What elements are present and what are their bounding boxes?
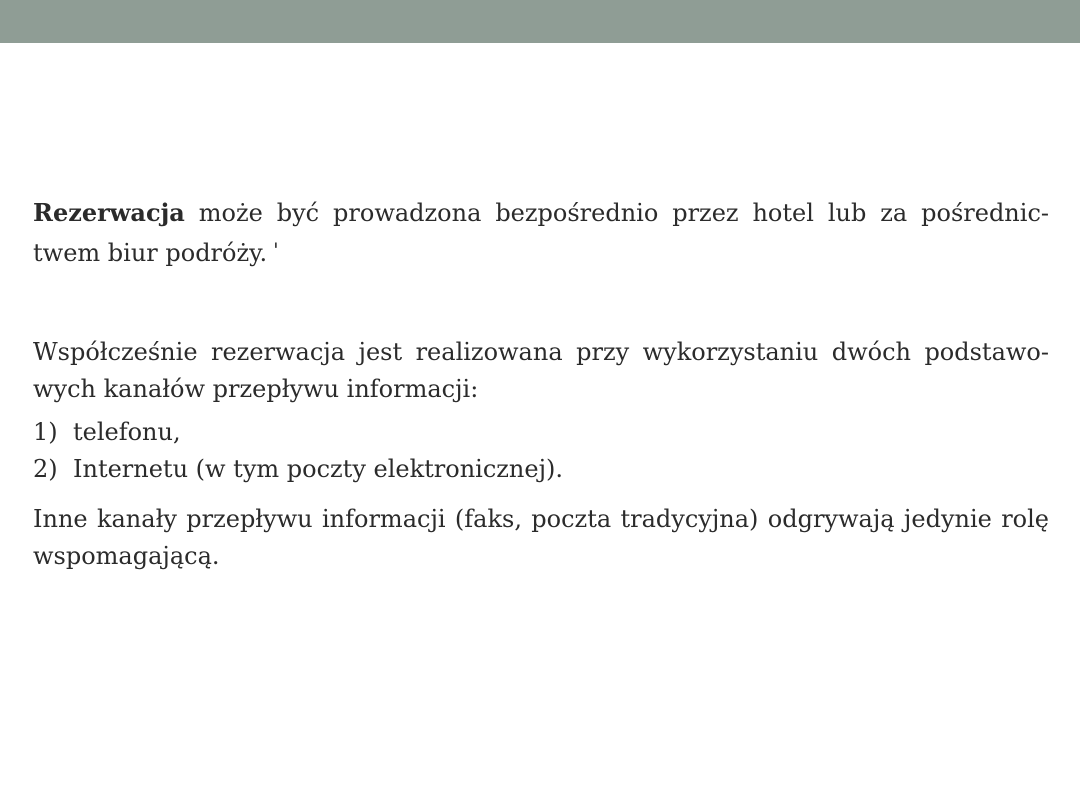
paragraph-other-channels: Inne kanały przepływu informacji (faks, poczta tradycyjna) odgrywają jedynie rolę wspomagającą.	[33, 505, 1049, 570]
list-item	[33, 451, 1049, 488]
paragraph-text: może być prowadzona bezpośrednio przez hotel lub za pośrednic-twem biur podróży.	[33, 199, 1049, 267]
list-number: 1)	[33, 418, 58, 446]
channels-list	[33, 414, 1049, 488]
paragraph-channels: Współcześnie rezerwacja jest realizowana przy wykorzystaniu dwóch podstawo-wych kanałów przepływu informacji:	[33, 338, 1049, 403]
list-text: Internetu (w tym poczty elektronicznej).	[73, 455, 564, 483]
stray-mark: '	[273, 238, 279, 262]
paragraph-reservation	[33, 194, 1049, 272]
bold-term: Rezerwacja	[33, 198, 185, 227]
list-text: telefonu,	[73, 418, 181, 446]
list-item	[33, 414, 1049, 451]
header-bar	[0, 0, 1080, 43]
list-number: 2)	[33, 455, 58, 483]
slide-content	[33, 194, 1049, 575]
